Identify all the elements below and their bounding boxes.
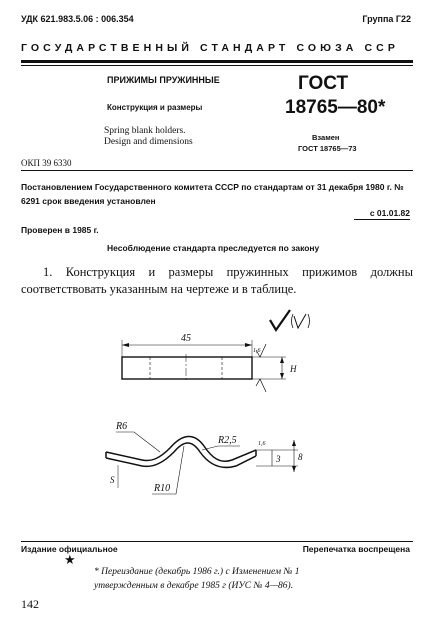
udk-code: УДК 621.983.5.06 : 006.354 [21,14,134,24]
okp-code: ОКП 39 6330 [21,158,72,168]
english-title [104,126,193,148]
header-rule-thin [21,65,413,66]
law-notice: Несоблюдение стандарта преследуется по закону [107,243,320,253]
group-code: Группа Г22 [362,14,411,24]
roughness-top-label: 1,6 [253,348,261,354]
paragraph-1: 1. Конструкция и размеры пружинных прижимов должны соответствовать указанным на чертеже и в таблице. [21,265,413,296]
roughness-mark-bottom-icon [256,379,266,392]
footer-rule [21,541,413,542]
okp-rule [21,170,413,171]
technical-drawing [0,300,431,530]
english-title-line-2: Design and dimensions [104,137,193,147]
dimension-8-label: 8 [298,452,303,462]
document-subtitle: Конструкция и размеры [107,103,203,112]
thickness-s-label: S [110,475,115,485]
roughness-check-small-icon [294,314,306,328]
english-title-line-1: Spring blank holders. [104,126,186,136]
corner-roughness-label: 1,6 [258,441,266,447]
roughness-check-icon [270,310,290,330]
leader-r25 [202,446,240,450]
header-rule-thick [21,60,413,63]
effective-date-underline [354,219,410,220]
decree-text: Постановлением Государственного комитета СССР по стандартам от 31 декабря 1980 г. № 6291 срок введения установлен [21,182,404,206]
radius-r10-label: R10 [154,483,171,494]
checked-note: Проверен в 1985 г. [21,225,99,235]
replaces-label: Взамен [312,133,340,142]
document-title: ПРИЖИМЫ ПРУЖИННЫЕ [107,75,220,85]
effective-date: с 01.01.82 [369,208,410,218]
dimension-h-label: H [290,364,297,374]
holder-plan-outline [122,357,252,379]
gost-label: ГОСТ [298,73,349,94]
reprint-prohibited: Перепечатка воспрещена [302,544,410,554]
star-icon: ★ [64,552,76,567]
dimension-45-label: 45 [181,333,191,344]
dimension-3-label: 3 [276,454,281,464]
radius-r25-label: R2,5 [218,435,237,446]
standard-title: ГОСУДАРСТВЕННЫЙ СТАНДАРТ СОЮЗА ССР [21,42,399,54]
official-edition: Издание официальное [21,544,118,554]
reissue-note: * Переиздание (декабрь 1986 г.) с Изменением № 1 утвержденным в декабре 1985 г (ИУС № 4—86). [94,567,300,591]
leader-r6 [116,432,160,452]
gost-number: 18765—80* [285,97,386,118]
page-number: 142 [21,597,39,611]
radius-r6-label: R6 [116,421,128,432]
replaces-gost: ГОСТ 18765—73 [298,144,357,153]
